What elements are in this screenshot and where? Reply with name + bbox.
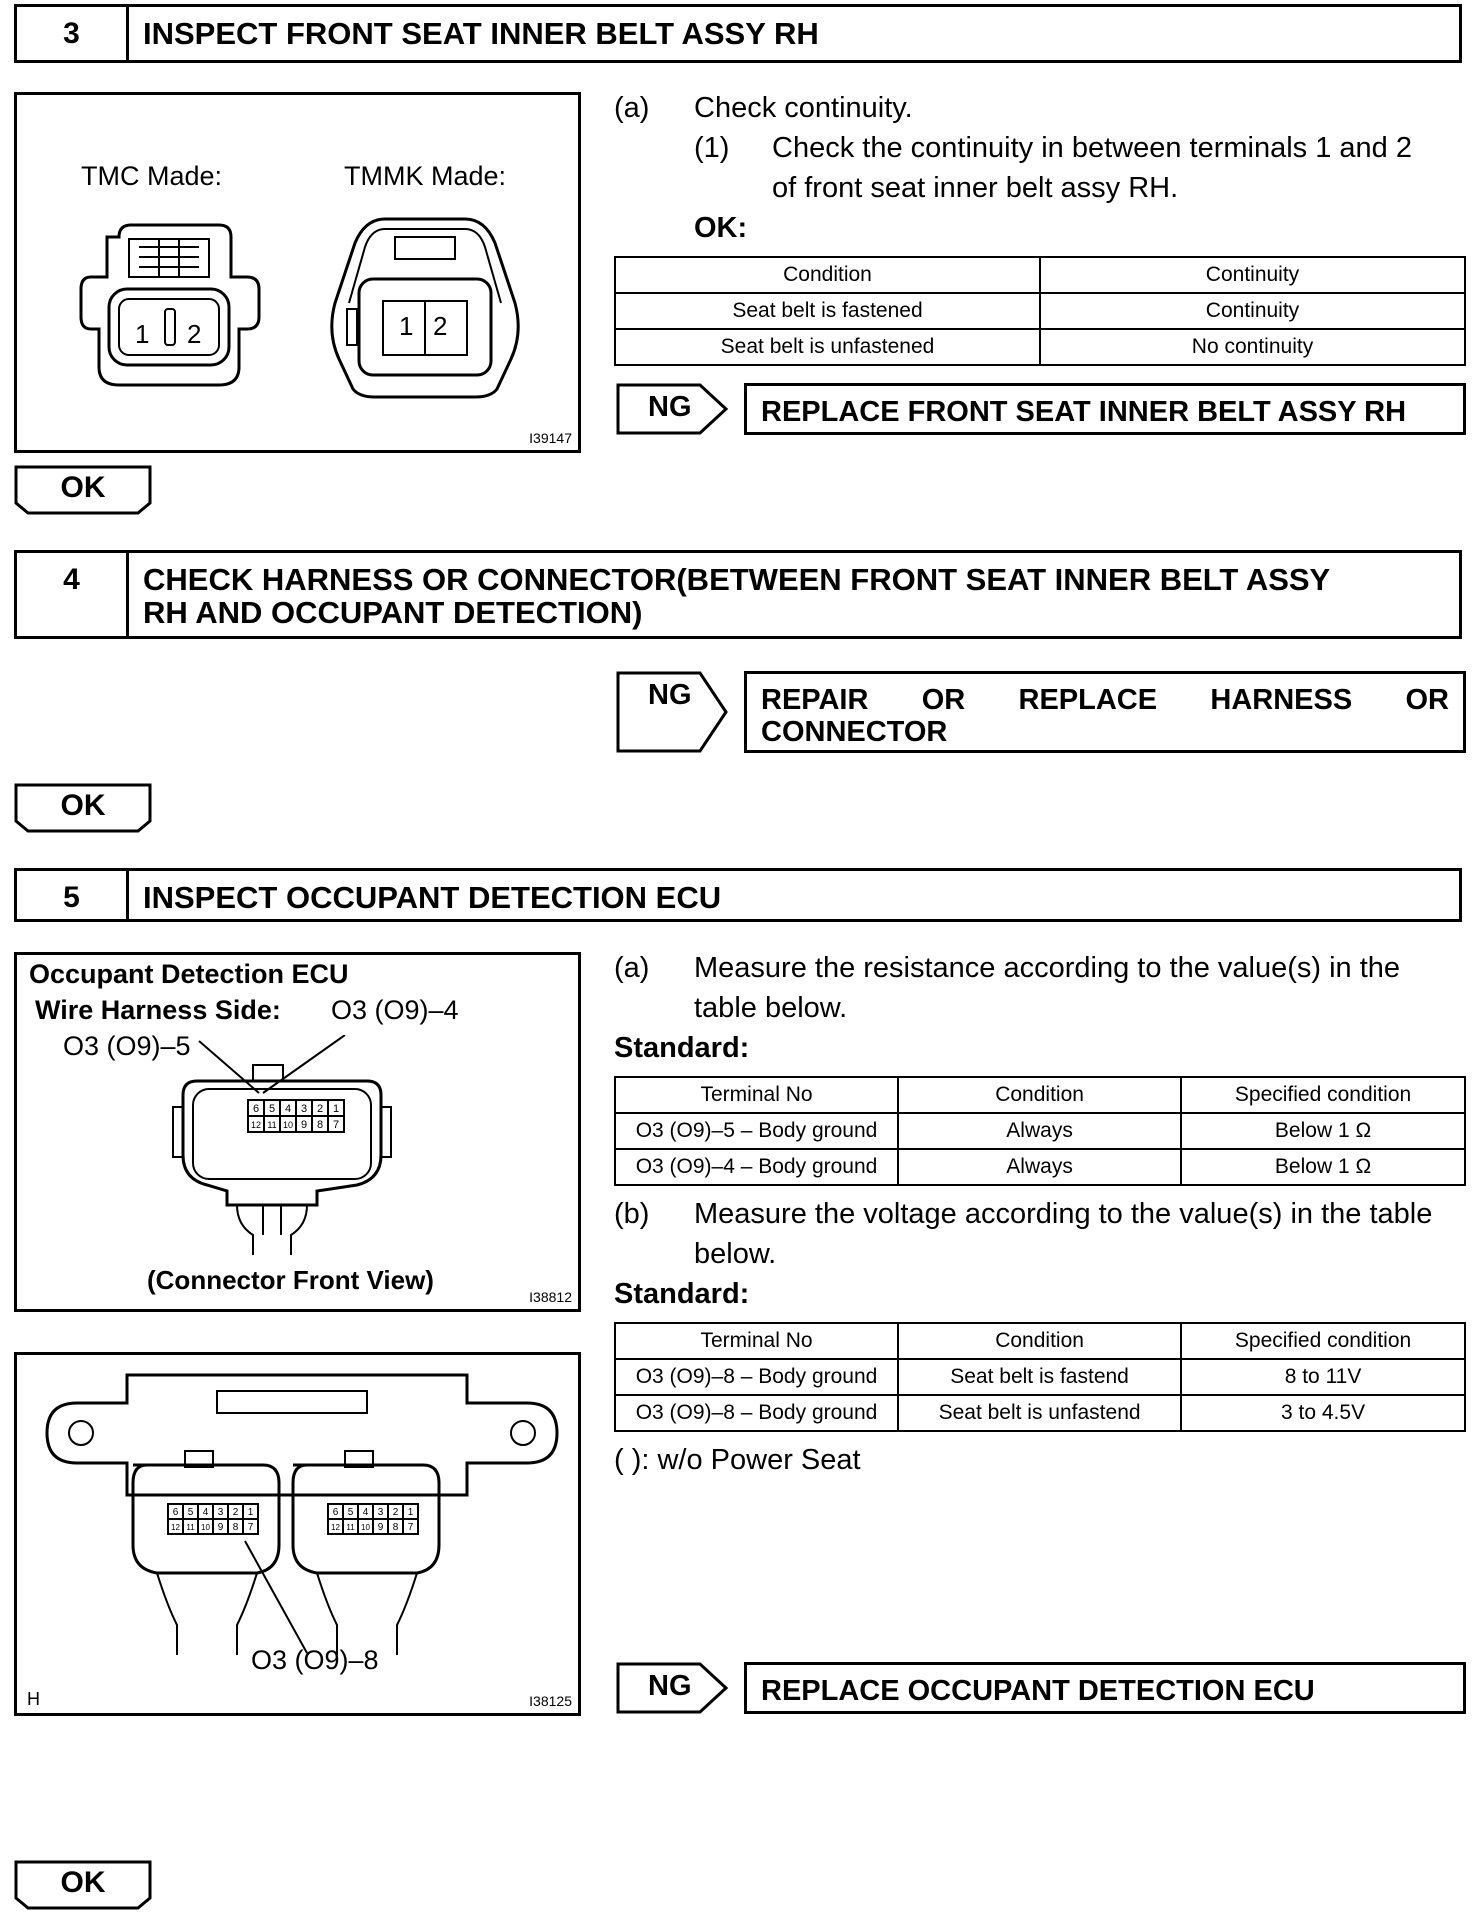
table-row: [615, 1149, 1465, 1185]
pin: 4: [358, 1504, 373, 1519]
figure-ecu-wire-harness: [14, 952, 581, 1312]
pin: 6: [248, 1100, 264, 1116]
pin: 5: [183, 1504, 198, 1519]
table-header-row: [615, 257, 1465, 293]
table-cell: Seat belt is unfastened: [615, 329, 1040, 365]
step5-ng-result: REPLACE OCCUPANT DETECTION ECU: [744, 1662, 1466, 1714]
tmc-pin-1: 1: [135, 319, 150, 349]
step3-a-marker: (a): [614, 92, 650, 124]
pin: 11: [264, 1116, 280, 1132]
callout-terminal-4: O3 (O9)–4: [331, 995, 459, 1025]
step3-ng-result: REPLACE FRONT SEAT INNER BELT ASSY RH: [744, 383, 1466, 435]
table-cell: Continuity: [1040, 293, 1465, 329]
step3-ok-label: OK:: [694, 212, 748, 244]
pin: 3: [373, 1504, 388, 1519]
step5-a-text-2: table below.: [694, 992, 848, 1024]
pin: 12: [248, 1116, 264, 1132]
step-title: [129, 553, 1459, 636]
step5-b-marker: (b): [614, 1198, 650, 1230]
ok-label: OK: [60, 471, 106, 504]
table-cell: Seat belt is fastend: [898, 1359, 1181, 1395]
table-cell: O3 (O9)–8 – Body ground: [615, 1395, 898, 1431]
pin: 3: [296, 1100, 312, 1116]
table-cell: Always: [898, 1113, 1181, 1149]
callout-terminal-8: O3 (O9)–8: [251, 1645, 379, 1675]
tmmk-pin-2: 2: [433, 311, 448, 341]
step-number: 4: [17, 553, 129, 636]
step5-a-text-1: Measure the resistance according to the value(s) in the: [694, 952, 1401, 984]
pin: 11: [183, 1519, 198, 1534]
step3-continuity-table: [614, 256, 1466, 366]
label-tmc-made: TMC Made:: [81, 161, 223, 191]
pin: 5: [343, 1504, 358, 1519]
table-cell: No continuity: [1040, 329, 1465, 365]
pin: 2: [388, 1504, 403, 1519]
table-header: Specified condition: [1181, 1323, 1465, 1359]
table-cell: Always: [898, 1149, 1181, 1185]
table-row: [615, 329, 1465, 365]
figure-corner-mark: H: [27, 1689, 40, 1709]
step3-a-text: Check continuity.: [694, 92, 913, 124]
step-title: INSPECT OCCUPANT DETECTION ECU: [143, 880, 722, 915]
pin: 1: [328, 1100, 344, 1116]
table-header: Condition: [898, 1323, 1181, 1359]
step5-b-text-1: Measure the voltage according to the value(s) in the table: [694, 1198, 1433, 1230]
step5-ok-button[interactable]: [14, 1860, 152, 1910]
ok-label: OK: [60, 1866, 106, 1899]
pin: 2: [312, 1100, 328, 1116]
step-title-line-2: RH AND OCCUPANT DETECTION): [143, 595, 643, 630]
step5-a-marker: (a): [614, 952, 650, 984]
table-cell: Below 1 Ω: [1181, 1149, 1465, 1185]
pin: 8: [388, 1519, 403, 1534]
pin: 6: [168, 1504, 183, 1519]
ng-label: NG: [648, 391, 692, 423]
label-tmmk-made: TMMK Made:: [344, 161, 507, 191]
table-header: Terminal No: [615, 1077, 898, 1113]
table-header-row: [615, 1323, 1465, 1359]
table-cell: Below 1 Ω: [1181, 1113, 1465, 1149]
table-cell: 3 to 4.5V: [1181, 1395, 1465, 1431]
step4-ng-result: [744, 671, 1466, 753]
step3-ok-button[interactable]: [14, 465, 152, 515]
pin: 4: [280, 1100, 296, 1116]
step3-ng-arrow[interactable]: [616, 383, 744, 435]
step5-header: [14, 868, 1462, 922]
tmmk-pin-1: 1: [399, 311, 414, 341]
pin: 10: [198, 1519, 213, 1534]
tmmk-connector-drawing: [325, 213, 525, 403]
table-row: [615, 1359, 1465, 1395]
figure-id: I38812: [529, 1289, 572, 1305]
pin: 7: [403, 1519, 418, 1534]
pin: 8: [312, 1116, 328, 1132]
table-header: Continuity: [1040, 257, 1465, 293]
tmc-pin-2: 2: [187, 319, 202, 349]
ok-label: OK: [60, 789, 106, 822]
pin: 9: [373, 1519, 388, 1534]
pin: 9: [213, 1519, 228, 1534]
figure-subtitle: Wire Harness Side:: [35, 995, 281, 1025]
step5-standard-label: Standard:: [614, 1032, 750, 1064]
table-row: [615, 1113, 1465, 1149]
figure-seat-belt-connector: [14, 92, 581, 453]
step3-sub-marker: (1): [694, 132, 730, 164]
table-cell: O3 (O9)–8 – Body ground: [615, 1359, 898, 1395]
step5-b-text-2: below.: [694, 1238, 777, 1270]
step3-sub-text-1: Check the continuity in between terminals 1 and 2: [772, 132, 1412, 164]
pin: 2: [228, 1504, 243, 1519]
ng-label: NG: [648, 679, 692, 711]
table-header: Condition: [898, 1077, 1181, 1113]
pin: 3: [213, 1504, 228, 1519]
pin: 6: [328, 1504, 343, 1519]
figure-id: I39147: [529, 430, 572, 446]
figure-title: Occupant Detection ECU: [29, 959, 349, 989]
step3-header: [14, 4, 1462, 63]
harness-connector-drawing: [167, 1035, 407, 1255]
pin: 5: [264, 1100, 280, 1116]
step5-standard-label-2: Standard:: [614, 1278, 750, 1310]
pin: 10: [280, 1116, 296, 1132]
step3-sub-text-2: of front seat inner belt assy RH.: [772, 172, 1179, 204]
step5-voltage-table: [614, 1322, 1466, 1432]
table-cell: O3 (O9)–4 – Body ground: [615, 1149, 898, 1185]
pin: 9: [296, 1116, 312, 1132]
step-number: 5: [17, 871, 129, 919]
pin-grid: [167, 1503, 259, 1535]
tmc-connector-drawing: [79, 217, 279, 397]
table-row: [615, 1395, 1465, 1431]
pin: 11: [343, 1519, 358, 1534]
table-header: Terminal No: [615, 1323, 898, 1359]
pin: 12: [168, 1519, 183, 1534]
table-row: [615, 293, 1465, 329]
step-number: 3: [17, 7, 129, 60]
table-cell: O3 (O9)–5 – Body ground: [615, 1113, 898, 1149]
step4-ng-arrow[interactable]: [616, 671, 744, 753]
pin-grid: [247, 1099, 345, 1133]
pin: 12: [328, 1519, 343, 1534]
step-title-line-1: CHECK HARNESS OR CONNECTOR(BETWEEN FRONT SEAT INNER BELT ASSY: [143, 562, 1331, 597]
table-cell: 8 to 11V: [1181, 1359, 1465, 1395]
step5-note: ( ): w/o Power Seat: [614, 1444, 861, 1476]
pin: 7: [328, 1116, 344, 1132]
pin: 10: [358, 1519, 373, 1534]
step5-ng-arrow[interactable]: [616, 1662, 744, 1714]
pin: 1: [403, 1504, 418, 1519]
pin: 7: [243, 1519, 258, 1534]
figure-caption: (Connector Front View): [147, 1265, 434, 1295]
pin: 8: [228, 1519, 243, 1534]
ng-result-line-1: REPAIR OR REPLACE HARNESS OR: [761, 684, 1449, 716]
pin-grid: [327, 1503, 419, 1535]
step5-resistance-table: [614, 1076, 1466, 1186]
step4-ok-button[interactable]: [14, 783, 152, 833]
table-cell: Seat belt is fastened: [615, 293, 1040, 329]
step-title: INSPECT FRONT SEAT INNER BELT ASSY RH: [143, 16, 819, 51]
pin: 4: [198, 1504, 213, 1519]
pin: 1: [243, 1504, 258, 1519]
table-header: Specified condition: [1181, 1077, 1465, 1113]
figure-ecu-body: [14, 1352, 581, 1716]
table-header-row: [615, 1077, 1465, 1113]
step4-header: [14, 550, 1462, 639]
figure-id: I38125: [529, 1693, 572, 1709]
table-header: Condition: [615, 257, 1040, 293]
table-cell: Seat belt is unfastend: [898, 1395, 1181, 1431]
ng-label: NG: [648, 1670, 692, 1702]
ng-result-line-2: CONNECTOR: [761, 716, 948, 748]
callout-terminal-5: O3 (O9)–5: [63, 1031, 191, 1061]
